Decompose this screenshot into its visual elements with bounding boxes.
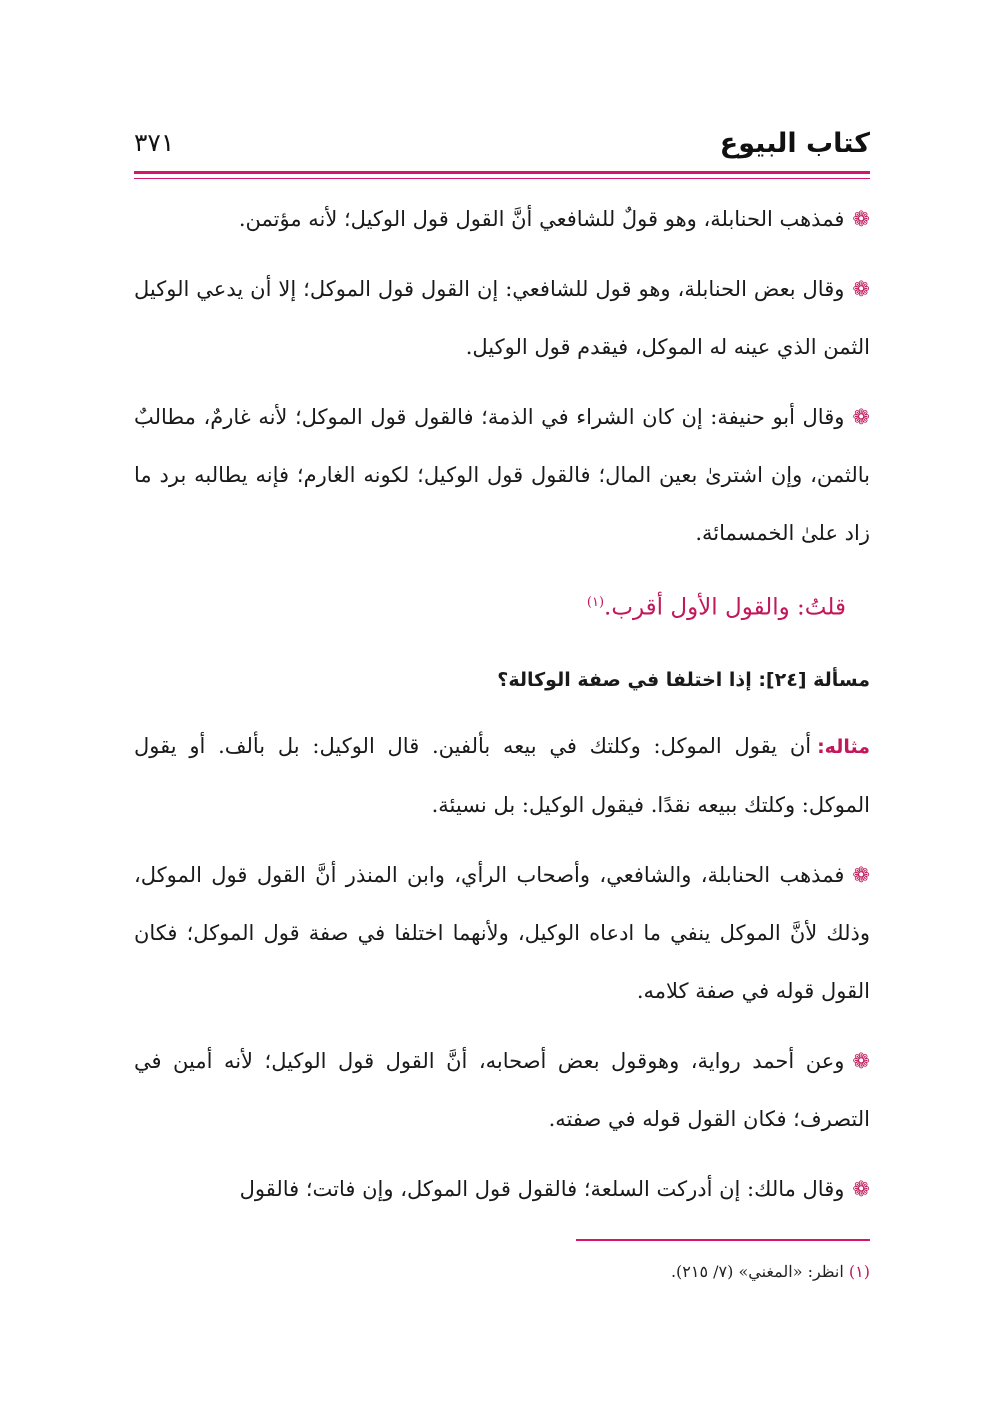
footnote-ref: (١) xyxy=(586,595,605,610)
author-note xyxy=(134,574,846,637)
chapter-title: كتاب البيوع xyxy=(719,128,870,159)
paragraph xyxy=(134,846,870,1020)
paragraph xyxy=(134,190,870,248)
header-rule-thin xyxy=(134,178,870,179)
issue-heading: مسألة [٢٤]: إذا اختلفا في صفة الوكالة؟ xyxy=(497,668,870,691)
note-text: قلتُ: والقول الأول أقرب. xyxy=(604,594,846,621)
flower-marker-icon: ❁ xyxy=(852,862,870,887)
example-text: أن يقول الموكل: وكلتك في بيعه بألفين. قال الوكيل: بل بألف. أو يقول الموكل: وكلتك ببيعه نقدًا. فيقول الوكيل: بل نسيئة. xyxy=(134,733,870,817)
paragraph-text: وقال مالك: إن أدركت السلعة؛ فالقول قول الموكل، وإن فاتت؛ فالقول xyxy=(239,1176,845,1201)
flower-marker-icon: ❁ xyxy=(852,405,870,429)
flower-marker-icon: ❁ xyxy=(852,1048,870,1073)
flower-marker-icon: ❁ xyxy=(852,1176,870,1201)
paragraph xyxy=(134,388,870,562)
paragraph xyxy=(134,260,870,376)
example-label: مثاله: xyxy=(817,735,870,758)
paragraph-text: وعن أحمد رواية، وهوقول بعض أصحابه، أنَّ القول قول الوكيل؛ لأنه أمين في التصرف؛ فكان القول قوله في صفته. xyxy=(134,1048,870,1131)
page-number: ٣٧١ xyxy=(134,128,175,157)
paragraph-text: وقال أبو حنيفة: إن كان الشراء في الذمة؛ فالقول قول الموكل؛ لأنه غارمٌ، مطالبٌ بالثمن، وإن اشترىٰ بعين المال؛ فالقول قول الوكيل؛ لكونه الغارم؛ فإنه يطالبه برد ما زاد علىٰ الخمسمائة. xyxy=(134,405,870,545)
paragraph xyxy=(134,1160,870,1218)
footnote-number: (١) xyxy=(848,1262,870,1281)
flower-marker-icon: ❁ xyxy=(852,277,870,301)
paragraph-text: وقال بعض الحنابلة، وهو قول للشافعي: إن القول قول الموكل؛ إلا أن يدعي الوكيل الثمن الذي عينه له الموكل، فيقدم قول الوكيل. xyxy=(134,277,870,359)
example-paragraph xyxy=(134,717,870,834)
paragraph-text: فمذهب الحنابلة، وهو قولٌ للشافعي أنَّ القول قول الوكيل؛ لأنه مؤتمن. xyxy=(238,207,845,231)
footnote-rule xyxy=(576,1239,870,1241)
page-header xyxy=(134,128,870,168)
main-text xyxy=(134,190,870,1226)
footnote-text: انظر: «المغني» (٧/ ٢١٥). xyxy=(670,1262,844,1281)
paragraph xyxy=(134,1032,870,1148)
flower-marker-icon: ❁ xyxy=(852,207,870,231)
paragraph-text: فمذهب الحنابلة، والشافعي، وأصحاب الرأي، وابن المنذر أنَّ القول قول الموكل، وذلك لأنَّ الموكل ينفي ما ادعاه الوكيل، ولأنهما اختلفا في صفة قول الموكل؛ فكان القول قوله في صفة كلامه. xyxy=(134,862,870,1003)
header-rule-thick xyxy=(134,171,870,174)
footnote xyxy=(134,1262,870,1281)
